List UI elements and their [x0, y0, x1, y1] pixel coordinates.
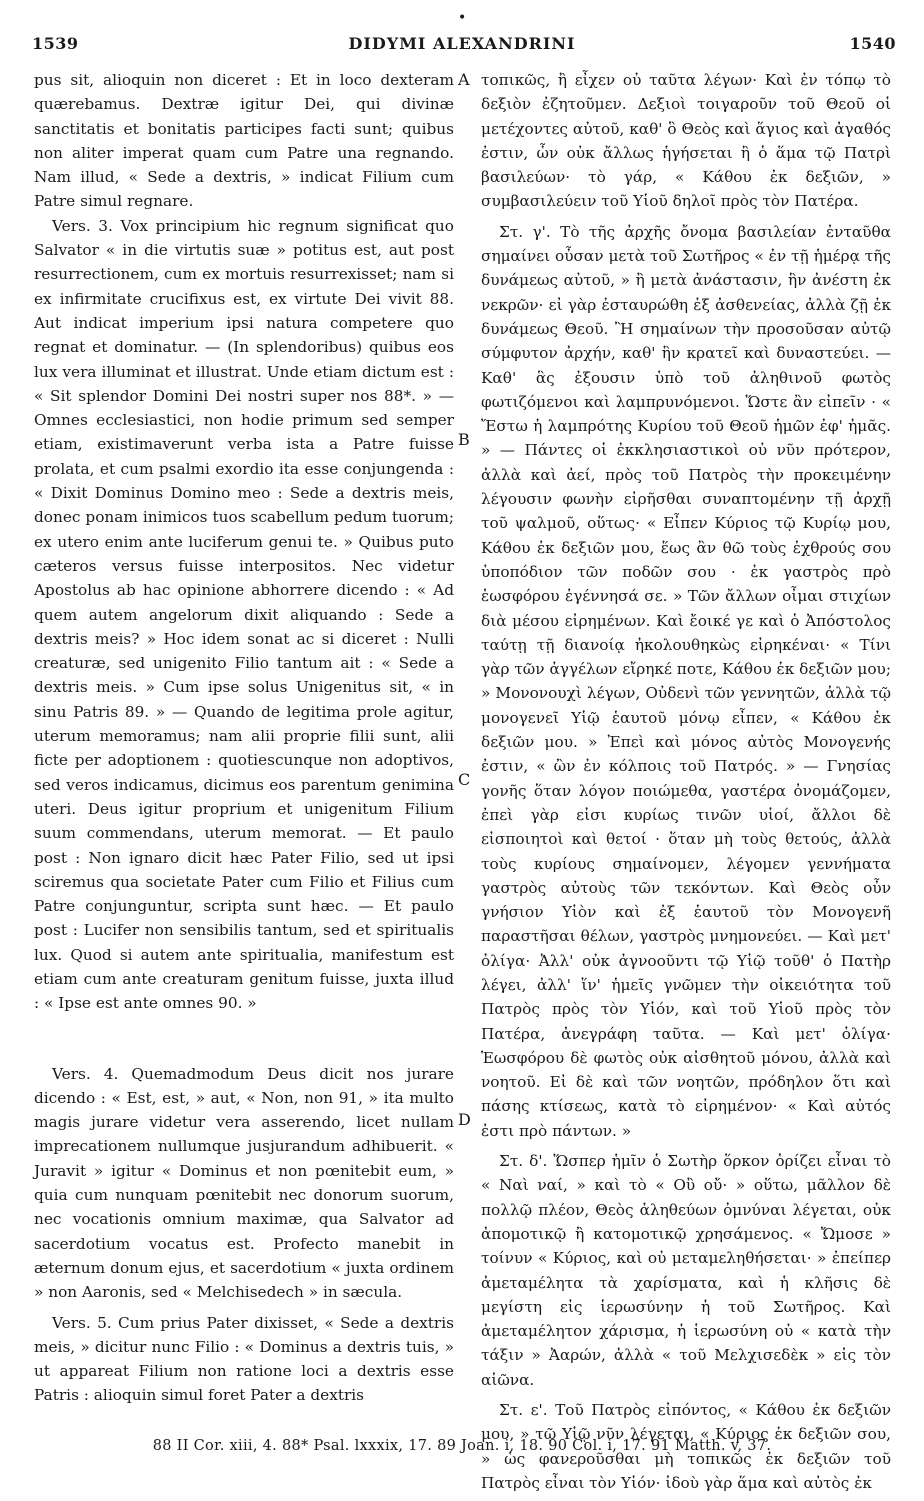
greek-paragraph-4: Στ. ε'. Τοῦ Πατρὸς εἰπόντος, « Κάθου ἐκ δεξιῶν μου, » τῷ Υἱῷ νῦν λέγεται, « Κύριος ἐκ δεξιῶν σου, » ὡς φανεροῦσθαι μὴ τοπικῶς ἐκ δεξιῶν τοῦ Πατρὸς εἶναι τὸν Υἱόν· ἰδοὺ γὰρ ἅμα καὶ αὐτὸς ἐκ — [481, 1401, 891, 1492]
page-number-left: 1539 — [32, 34, 79, 53]
top-dot: • — [458, 10, 467, 26]
latin-column — [34, 68, 454, 1408]
latin-paragraph-3: Vers. 4. Quemadmodum Deus dicit nos jurare dicendo : « Est, est, » aut, « Non, non 91, » ita multo magis jurare videtur vera asserendo, licet nullam imprecationem nullumque jusjurandum adhibuerit. « Juravit » igitur « Dominus et non pœnitebit eum, » quia cum nunquam pœnitebit nec donorum suorum, nec vocationis omnium maximæ, qua Salvator ad sacerdotium vocatus est. Profecto manebit in æternum donum ejus, et sacerdotium « juxta ordinem » non Aaronis, sed « Melchisedech » in sæcula. — [34, 1064, 454, 1302]
page-number-right: 1540 — [849, 34, 896, 53]
latin-paragraph-4: Vers. 5. Cum prius Pater dixisset, « Sede a dextris meis, » dicitur nunc Filio : « Dominus a dextris tuis, » ut appareat Filium non ratione loci a dextris esse Patris : alioquin simul foret Pater a dextris — [34, 1313, 454, 1405]
greek-paragraph-1: τοπικῶς, ἢ εἶχεν οὐ ταῦτα λέγων· Καὶ ἐν τόπῳ τὸ δεξιὸν ἐζητοῦμεν. Δεξιοὶ τοιγαροῦν τοῦ Θεοῦ οἱ μετέχοντες αὐτοῦ, καθ' ὃ Θεὸς καὶ ἅγιος καὶ ἀγαθός ἐστιν, ὧν οὐκ ἄλλως ἡγήσεται ἢ ὁ ἅμα τῷ Πατρὶ βασιλεύων· τὸ γάρ, « Κάθου ἐκ δεξιῶν, » συμβασιλεύειν τοῦ Υἱοῦ δηλοῖ πρὸς τὸν Πατέρα. — [481, 71, 891, 211]
greek-column — [481, 68, 891, 1495]
latin-paragraph-2: Vers. 3. Vox principium hic regnum significat quo Salvator « in die virtutis suæ » potitus est, aut post resurrectionem, cum ex mortuis resurrexisset; nam si ex infirmitate crucifixus est, ex virtute Dei vivit 88. Aut indicat imperium ipsi natura competere quo regnat et dominatur. — (In splendoribus) quibus eos lux vera illuminat et illustrat. Unde etiam dictum est : « Sit splendor Domini Dei nostri super nos 88*. » — Omnes ecclesiastici, non hodie primum sed semper etiam, existimaverunt verba ista a Patre fuisse prolata, et cum psalmi exordio ita esse conjungenda : « Dixit Dominus Domino meo : Sede a dextris meis, donec ponam inimicos tuos scabellum pedum tuorum; ex utero enim ante luciferum genui te. » Quibus puto cæteros versus fuisse interpositos. Nec videtur Apostolus ab hac opinione abhorrere dicendo : « Ad quem autem angelorum dixit aliquando : Sede a dextris meis? » Hoc idem sonat ac si diceret : Nulli creaturæ, sed unigenito Filio tantum ait : « Sede a dextris meis. » Cum ipse solus Unigenitus sit, « in sinu Patris 89. » — Quando de legitima prole agitur, uterum memoramus; nam alii proprie filii sunt, alii ficte per adoptionem : quotiescunque non adoptivos, sed veros indicamus, dicimus eos parentum genimina uteri. Deus igitur proprium et unigenitum Filium suum commendans, uterum memorat. — Et paulo post : Non ignaro dicit hæc Pater Filio, sed ut ipsi sciremus qua societate Pater cum Filio et Filius cum Patre conjunguntur, scripta sunt hæc. — Et paulo post : Lucifer non sensibilis tantum, sed et spiritualis lux. Quod si autem ante spiritualia, manifestum est etiam cum ante creaturam genitum fuisse, juxta illud : « Ipse est ante omnes 90. » — [34, 216, 454, 1013]
latin-paragraph-1: pus sit, alioquin non diceret : Et in loco dexteram quærebamus. Dextræ igitur Dei, qui divinæ sanctitatis et bonitatis participes facti sunt; quibus non aliter imperat quam cum Patre una regnando. Nam illud, « Sede a dextris, » indicat Filium cum Patre simul regnare. — [34, 71, 454, 211]
running-title: DIDYMI ALEXANDRINI — [348, 34, 576, 53]
footnotes: 88 II Cor. xiii, 4. 88* Psal. lxxxix, 17. 89 Joan. i, 18. 90 Col. i, 17. 91 Matth. v, 37. — [152, 1438, 772, 1454]
margin-letter-b: B — [458, 430, 470, 449]
margin-letter-c: C — [458, 770, 471, 789]
greek-paragraph-2: Στ. γ'. Τὸ τῆς ἀρχῆς ὄνομα βασιλείαν ἐνταῦθα σημαίνει οὖσαν μετὰ τοῦ Σωτῆρος « ἐν τῇ ἡμέρᾳ τῆς δυνάμεως αὐτοῦ, » ἢ μετὰ ἀνάστασιν, ἣν ἀνέστη ἐκ νεκρῶν· εἰ γὰρ ἐσταυρώθη ἐξ ἀσθενείας, ἀλλὰ ζῇ ἐκ δυνάμεως Θεοῦ. Ἢ σημαίνων τὴν προσοῦσαν αὐτῷ σύμφυτον ἀρχήν, καθ' ἣν κρατεῖ καὶ δυναστεύει. — Καθ' ἃς ἐξουσιν ὑπὸ τοῦ ἀληθινοῦ φωτὸς φωτιζόμενοι καὶ λαμπρυνόμενοι. Ὥστε ἂν εἰπεῖν · « Ἔστω ἡ λαμπρότης Κυρίου τοῦ Θεοῦ ἡμῶν ἐφ' ἡμᾶς. » — Πάντες οἱ ἐκκλησιαστικοὶ οὐ νῦν πρότερον, ἀλλὰ καὶ ἀεί, πρὸς τοῦ Πατρὸς τὴν προκειμένην λέγουσιν φωνὴν εἰρῆσθαι συναπτομένην τῇ ἀρχῇ τοῦ ψαλμοῦ, οὕτως· « Εἶπεν Κύριος τῷ Κυρίῳ μου, Κάθου ἐκ δεξιῶν μου, ἕως ἂν θῶ τοὺς ἐχθρούς σου ὑποπόδιον τῶν ποδῶν σου · ἐκ γαστρὸς πρὸ ἑωσφόρου ἐγέννησά σε. » Τῶν ἄλλων οἶμαι στιχίων διὰ μέσου εἰρημένων. Καὶ ἔοικέ γε καὶ ὁ Ἀπόστολος ταύτῃ τῇ διανοίᾳ ἠκολουθηκὼς εἰρηκέναι· « Τίνι γὰρ τῶν ἀγγέλων εἴρηκέ ποτε, Κάθου ἐκ δεξιῶν μου; » Μονονουχὶ λέγων, Οὐδενὶ τῶν γεννητῶν, ἀλλὰ τῷ μονογενεῖ Υἱῷ ἑαυτοῦ μόνῳ εἶπεν, « Κάθου ἐκ δεξιῶν μου. » Ἐπεὶ καὶ μόνος αὐτὸς Μονογενής ἐστιν, « ὢν ἐν κόλποις τοῦ Πατρός. » — Γνησίας γονῆς ὅταν λόγον ποιώμεθα, γαστέρα ὀνομάζομεν, ἐπεὶ γὰρ εἰσι κυρίως τινῶν υἱοί, ἄλλοι δὲ εἰσποιητοὶ καὶ θετοί · ὅταν μὴ τοὺς θετούς, ἀλλὰ τοὺς κυρίους σημαίνομεν, λέγομεν γεννήματα γαστρὸς αὐτοὺς τῶν τεκόντων. Καὶ Θεὸς οὖν γνήσιον Υἱὸν καὶ ἐξ ἑαυτοῦ τὸν Μονογενῆ παραστῆσαι θέλων, γαστρὸς μνημονεύει. — Καὶ μετ' ὀλίγα· Ἀλλ' οὐκ ἀγνοοῦντι τῷ Υἱῷ τοῦθ' ὁ Πατὴρ λέγει, ἀλλ' ἵν' ἡμεῖς γνῶμεν τὴν οἰκειότητα τοῦ Πατρὸς πρὸς τὸν Υἱόν, καὶ τοῦ Υἱοῦ πρὸς τὸν Πατέρα, ἀνεγράφη ταῦτα. — Καὶ μετ' ὀλίγα· Ἑωσφόρου δὲ φωτὸς οὐκ αἰσθητοῦ μόνου, ἀλλὰ καὶ νοητοῦ. Εἰ δὲ καὶ τῶν νοητῶν, πρόδηλον ὅτι καὶ πάσης κτίσεως, κατὰ τὸ εἰρημένον· « Καὶ αὐτός ἐστι πρὸ πάντων. » — [481, 222, 891, 1140]
margin-letter-d: D — [458, 1110, 471, 1129]
greek-paragraph-3: Στ. δ'. Ὥσπερ ἡμῖν ὁ Σωτὴρ ὅρκον ὁρίζει εἶναι τὸ « Ναὶ ναί, » καὶ τὸ « Οὒ οὔ· » οὕτω, μᾶλλον δὲ πολλῷ πλέον, Θεὸς ἀληθεύων ὀμνύναι λέγεται, οὐκ ἀπομοτικῷ ἢ κατομοτικῷ χρησάμενος. « Ὤμοσε » τοίνυν « Κύριος, καὶ οὐ μεταμεληθήσεται· » ἐπείπερ ἀμεταμέλητα τὰ χαρίσματα, καὶ ἡ κλῆσις δὲ μεγίστη εἰς ἱερωσύνην ἡ τοῦ Σωτῆρος. Καὶ ἀμεταμέλητον χάρισμα, ἡ ἱερωσύνη οὐ « κατὰ τὴν τάξιν » Ἀαρών, ἀλλὰ « τοῦ Μελχισεδὲκ » εἰς τὸν αἰῶνα. — [481, 1152, 891, 1389]
margin-letter-a: A — [458, 70, 470, 89]
